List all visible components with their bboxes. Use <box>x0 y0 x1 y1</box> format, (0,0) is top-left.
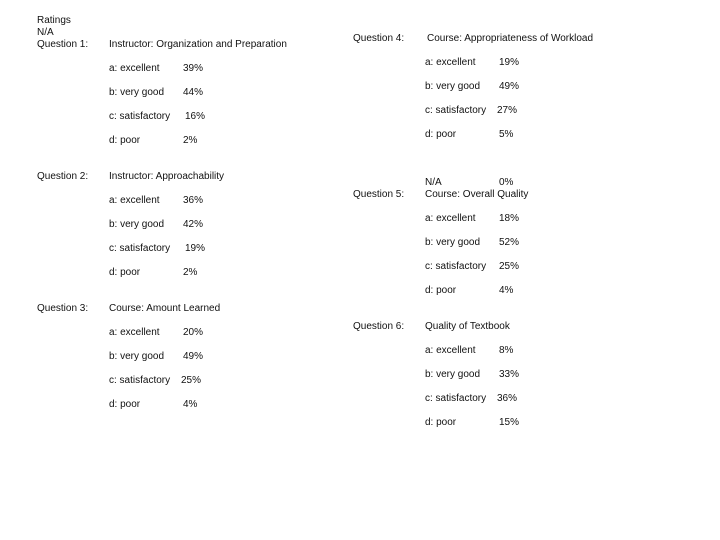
answer-percent: 15% <box>499 417 520 428</box>
answer-percent: 44% <box>183 87 204 98</box>
answer-label: d: poor <box>109 399 141 410</box>
answer-percent: 20% <box>183 327 204 338</box>
answer-percent: 36% <box>183 195 204 206</box>
question-title: Quality of Textbook <box>425 321 510 332</box>
answer-label: a: excellent <box>109 63 160 74</box>
answer-label: c: satisfactory <box>109 243 171 254</box>
answer-percent: 5% <box>499 129 514 140</box>
answer-percent: 18% <box>499 213 520 224</box>
answer-label: b: very good <box>425 369 481 380</box>
ratings-heading: Ratings <box>37 15 71 26</box>
answer-label: b: very good <box>109 351 165 362</box>
answer-label: c: satisfactory <box>109 111 171 122</box>
na-label: N/A <box>37 27 54 38</box>
question-label: Question 4: <box>353 33 405 44</box>
question-label: Question 5: <box>353 189 405 200</box>
question-title: Instructor: Approachability <box>109 171 225 182</box>
answer-label: N/A <box>425 177 442 188</box>
answer-label: a: excellent <box>109 327 160 338</box>
answer-label: c: satisfactory <box>425 261 487 272</box>
question-label: Question 3: <box>37 303 89 314</box>
answer-label: b: very good <box>109 219 165 230</box>
answer-label: c: satisfactory <box>109 375 171 386</box>
question-label: Question 1: <box>37 39 89 50</box>
answer-label: b: very good <box>425 237 481 248</box>
answer-percent: 33% <box>499 369 520 380</box>
question-label: Question 2: <box>37 171 89 182</box>
answer-label: d: poor <box>425 285 457 296</box>
answer-label: c: satisfactory <box>425 393 487 404</box>
answer-percent: 36% <box>497 393 518 404</box>
answer-percent: 52% <box>499 237 520 248</box>
answer-label: a: excellent <box>425 345 476 356</box>
question-title: Course: Appropriateness of Workload <box>427 33 594 44</box>
answer-percent: 19% <box>185 243 206 254</box>
answer-percent: 0% <box>499 177 514 188</box>
question-label: Question 6: <box>353 321 405 332</box>
answer-percent: 27% <box>497 105 518 116</box>
answer-percent: 19% <box>499 57 520 68</box>
question-title: Course: Overall Quality <box>425 189 529 200</box>
question-title: Instructor: Organization and Preparation <box>109 39 287 50</box>
answer-percent: 42% <box>183 219 204 230</box>
answer-percent: 2% <box>183 267 198 278</box>
answer-label: d: poor <box>425 417 457 428</box>
answer-label: d: poor <box>109 135 141 146</box>
answer-percent: 39% <box>183 63 204 74</box>
answer-percent: 25% <box>499 261 520 272</box>
answer-percent: 4% <box>183 399 198 410</box>
answer-label: b: very good <box>109 87 165 98</box>
answer-percent: 25% <box>181 375 202 386</box>
answer-percent: 4% <box>499 285 514 296</box>
answer-label: b: very good <box>425 81 481 92</box>
question-title: Course: Amount Learned <box>109 303 221 314</box>
answer-label: a: excellent <box>425 213 476 224</box>
answer-percent: 2% <box>183 135 198 146</box>
answer-label: a: excellent <box>425 57 476 68</box>
answer-percent: 8% <box>499 345 514 356</box>
answer-label: d: poor <box>425 129 457 140</box>
answer-label: c: satisfactory <box>425 105 487 116</box>
answer-percent: 49% <box>499 81 520 92</box>
answer-percent: 49% <box>183 351 204 362</box>
answer-label: d: poor <box>109 267 141 278</box>
answer-label: a: excellent <box>109 195 160 206</box>
answer-percent: 16% <box>185 111 206 122</box>
